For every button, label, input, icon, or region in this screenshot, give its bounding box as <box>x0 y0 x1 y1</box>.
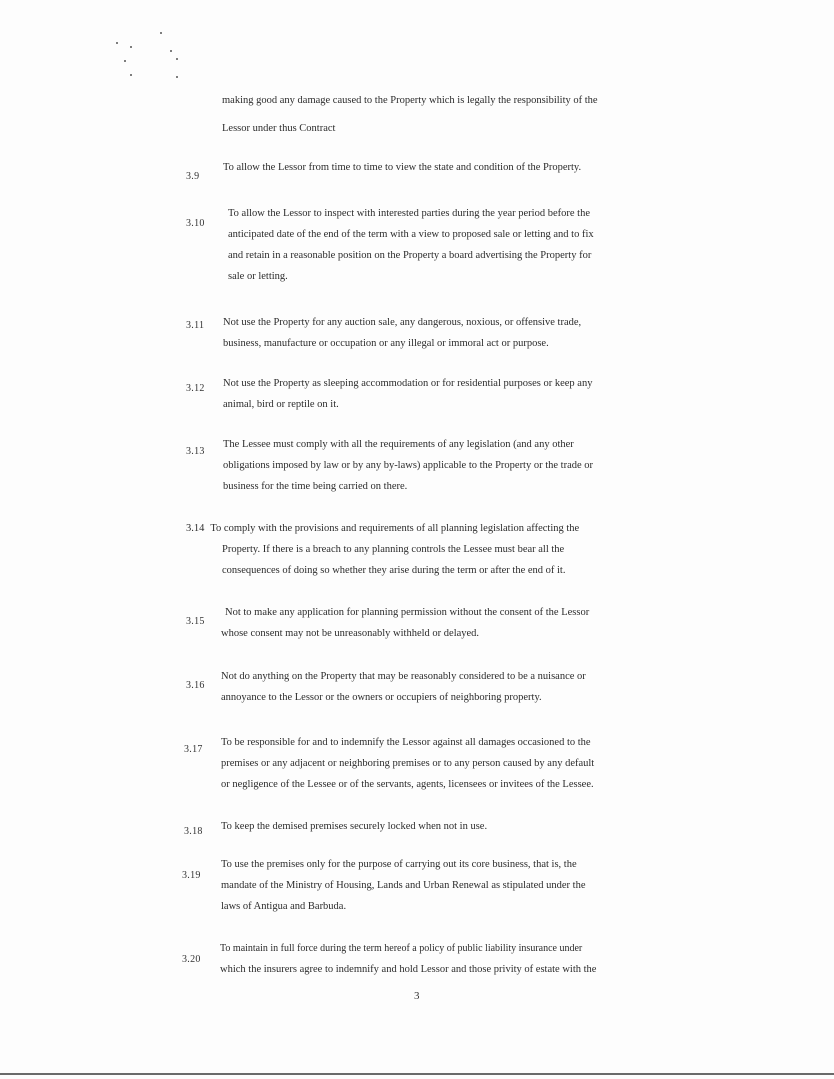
clause-body <box>228 203 668 287</box>
scan-speck <box>170 50 172 52</box>
clause-body <box>221 732 661 795</box>
clause-number: 3.20 <box>182 954 201 965</box>
clause-body <box>221 602 665 644</box>
clause-number: 3.18 <box>184 826 203 837</box>
text-line: sale or letting. <box>228 271 288 282</box>
text-line: To allow the Lessor from time to time to view the state and condition of the Property. <box>223 162 582 173</box>
clause-number: 3.11 <box>186 320 205 331</box>
text-line: making good any damage caused to the Property which is legally the responsibility of the <box>222 95 598 106</box>
text-line: and retain in a reasonable position on the Property a board advertising the Property for <box>228 250 592 261</box>
text-line: To use the premises only for the purpose of carrying out its core business, that is, the <box>221 859 577 870</box>
scan-speck <box>130 46 132 48</box>
scan-speck <box>176 76 178 78</box>
clause-number: 3.12 <box>186 383 205 394</box>
text-line: premises or any adjacent or neighboring premises or to any person caused by any default <box>221 758 595 769</box>
text-line <box>186 518 664 539</box>
clause-body <box>221 816 661 837</box>
scan-bottom-edge <box>0 1073 834 1075</box>
text-line: business, manufacture or occupation or any illegal or immoral act or purpose. <box>223 338 549 349</box>
text-line: The Lessee must comply with all the requirements of any legislation (and any other <box>223 439 574 450</box>
clause-body <box>220 938 662 980</box>
clause-number: 3.17 <box>184 744 203 755</box>
text-line: Property. If there is a breach to any planning controls the Lessee must bear all the <box>222 544 565 555</box>
clause-number: 3.15 <box>186 616 205 627</box>
scan-speck <box>130 74 132 76</box>
scan-speck <box>176 58 178 60</box>
continuation-paragraph <box>222 90 662 139</box>
text-line: To keep the demised premises securely locked when not in use. <box>221 821 488 832</box>
scan-speck <box>160 32 162 34</box>
clause-body <box>223 157 663 178</box>
text-line: To allow the Lessor to inspect with interested parties during the year period before the <box>228 208 590 219</box>
text-line: whose consent may not be unreasonably withheld or delayed. <box>221 628 480 639</box>
text-line: obligations imposed by law or by any by-laws) applicable to the Property or the trade or <box>223 460 594 471</box>
text-line: mandate of the Ministry of Housing, Lands and Urban Renewal as stipulated under the <box>221 880 586 891</box>
text-line: To maintain in full force during the term hereof a policy of public liability insurance under <box>220 943 583 954</box>
text-line: Not use the Property as sleeping accommodation or for residential purposes or keep any <box>223 378 593 389</box>
text-line: consequences of doing so whether they arise during the term or after the end of it. <box>222 565 566 576</box>
text-line: animal, bird or reptile on it. <box>223 399 339 410</box>
clause-body <box>223 312 663 354</box>
clause-body <box>223 373 663 415</box>
text-line: To be responsible for and to indemnify the Lessor against all damages occasioned to the <box>221 737 591 748</box>
clause-number: 3.19 <box>182 870 201 881</box>
clause-number: 3.16 <box>186 680 205 691</box>
text-line: which the insurers agree to indemnify and hold Lessor and those privity of estate with the <box>220 964 597 975</box>
text-line: anticipated date of the end of the term with a view to proposed sale or letting and to fix <box>228 229 594 240</box>
clause-number: 3.13 <box>186 446 205 457</box>
text-line: laws of Antigua and Barbuda. <box>221 901 347 912</box>
clause-body <box>223 434 663 497</box>
text-line: or negligence of the Lessee or of the servants, agents, licensees or invitees of the Lessee. <box>221 779 594 790</box>
clause-body <box>186 518 664 581</box>
clause-number: 3.14 <box>186 523 205 534</box>
text-line: Lessor under thus Contract <box>222 123 336 134</box>
clause-body <box>221 666 661 708</box>
text-line: Not to make any application for planning permission without the consent of the Lessor <box>225 607 590 618</box>
text-line: business for the time being carried on there. <box>223 481 408 492</box>
text-line: Not do anything on the Property that may be reasonably considered to be a nuisance or <box>221 671 586 682</box>
scan-speck <box>116 42 118 44</box>
text-line-content: To comply with the provisions and requirements of all planning legislation affecting the <box>210 523 580 534</box>
scan-speck <box>124 60 126 62</box>
text-line: Not use the Property for any auction sale, any dangerous, noxious, or offensive trade, <box>223 317 582 328</box>
clause-body <box>221 854 661 917</box>
clause-number: 3.10 <box>186 218 205 229</box>
text-line: annoyance to the Lessor or the owners or occupiers of neighboring property. <box>221 692 542 703</box>
clause-number: 3.9 <box>186 171 200 182</box>
page-number: 3 <box>414 990 420 1002</box>
